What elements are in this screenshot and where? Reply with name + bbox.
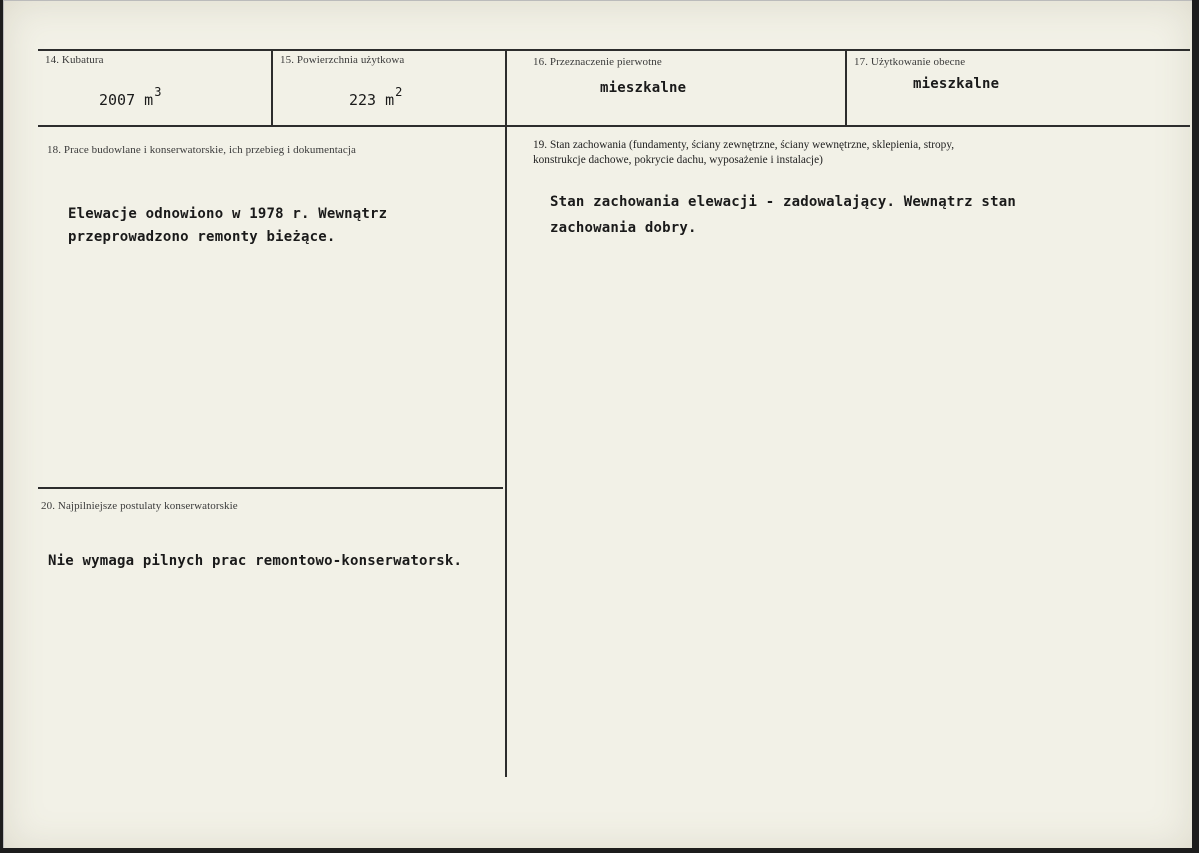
row1-rule xyxy=(38,125,1190,127)
field-17-label: 17. Użytkowanie obecne xyxy=(854,56,966,68)
field-18-line-1: Elewacje odnowiono w 1978 r. Wewnątrz xyxy=(68,206,388,222)
field-16-label: 16. Przeznaczenie pierwotne xyxy=(533,56,662,68)
field-15-unit-exponent: 2 xyxy=(395,85,403,99)
field-14-value xyxy=(99,85,161,109)
field-14-number: 2007 xyxy=(99,91,136,109)
field-15-value xyxy=(349,85,402,109)
field-14-label: 14. Kubatura xyxy=(45,54,104,66)
field-19-label-line-1: 19. Stan zachowania (fundamenty, ściany zewnętrzne, ściany wewnętrzne, sklepienia, stropy, xyxy=(533,139,955,151)
field-16-value: mieszkalne xyxy=(600,80,687,96)
col-divider-1 xyxy=(271,49,273,126)
field-15-unit: m xyxy=(385,91,395,109)
scan-border-bottom xyxy=(0,848,1199,853)
field-14-unit-exponent: 3 xyxy=(154,85,162,99)
field-20-label: 20. Najpilniejsze postulaty konserwatorskie xyxy=(41,500,238,512)
field-19-label-line-2: konstrukcje dachowe, pokrycie dachu, wyposażenie i instalacje) xyxy=(533,154,823,166)
field-18-line-2: przeprowadzono remonty bieżące. xyxy=(68,229,336,245)
col-divider-3 xyxy=(845,49,847,126)
col-divider-2 xyxy=(505,49,507,777)
scan-border-right xyxy=(1192,0,1199,853)
bleed-through-text xyxy=(544,291,558,519)
top-rule xyxy=(38,49,1190,51)
field-20-value: Nie wymaga pilnych prac remontowo-konserwatorsk. xyxy=(48,553,463,569)
field-19-line-1: Stan zachowania elewacji - zadowalający. Wewnątrz stan xyxy=(550,194,1016,210)
field-17-value: mieszkalne xyxy=(913,76,1000,92)
field-15-label: 15. Powierzchnia użytkowa xyxy=(280,54,405,66)
field-14-unit: m xyxy=(144,91,154,109)
field-18-label: 18. Prace budowlane i konserwatorskie, ich przebieg i dokumentacja xyxy=(47,144,356,156)
field-15-number: 223 xyxy=(349,91,377,109)
field-19-line-2: zachowania dobry. xyxy=(550,220,697,236)
row2-rule-left xyxy=(38,487,503,489)
inventory-card xyxy=(3,0,1195,852)
